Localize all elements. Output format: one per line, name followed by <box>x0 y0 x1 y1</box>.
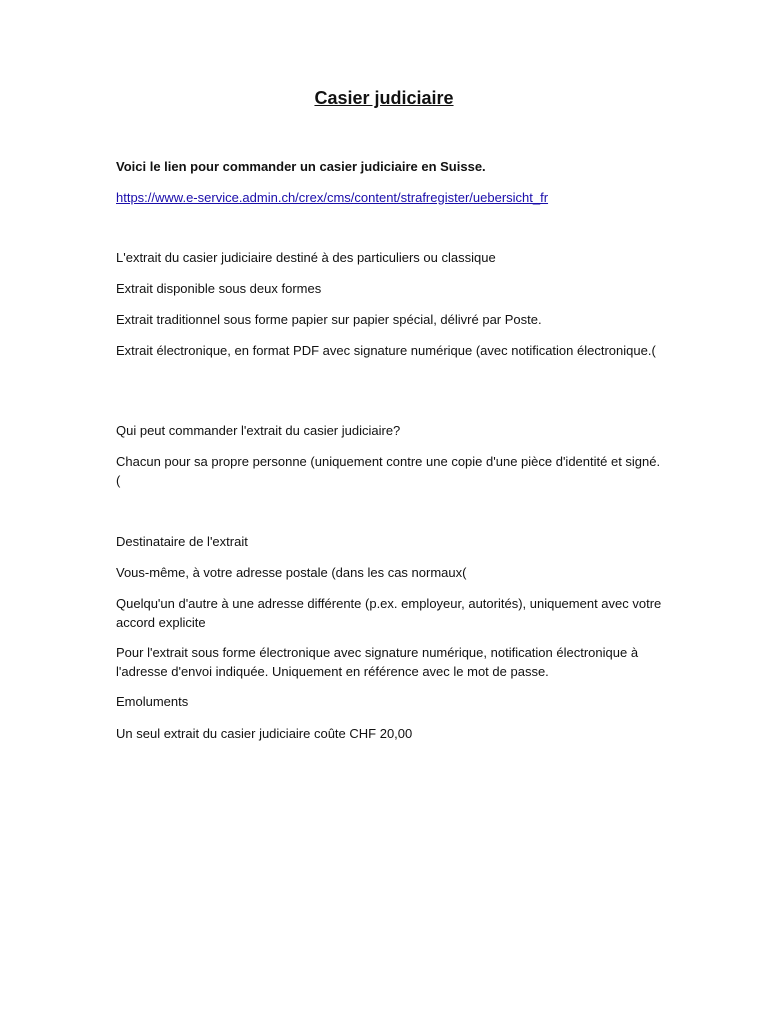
paragraph-extract-type: L'extrait du casier judiciaire destiné à des particuliers ou classique <box>116 250 496 265</box>
order-link[interactable]: https://www.e-service.admin.ch/crex/cms/content/strafregister/uebersicht_fr <box>116 190 549 205</box>
paragraph-paper-form: Extrait traditionnel sous forme papier sur papier spécial, délivré par Poste. <box>116 312 542 327</box>
paragraph-fee-amount: Un seul extrait du casier judiciaire coûte CHF 20,00 <box>116 726 413 741</box>
paragraph-who-can-order: Qui peut commander l'extrait du casier judiciaire? <box>116 423 401 438</box>
paragraph-fees-heading: Emoluments <box>116 694 189 709</box>
paragraph-recipient-self: Vous-même, à votre adresse postale (dans les cas normaux( <box>116 565 467 580</box>
paragraph-each-person: Chacun pour sa propre personne (uniquement contre une copie d'une pièce d'identité et signé.( <box>116 454 661 488</box>
paragraph-two-forms: Extrait disponible sous deux formes <box>116 281 322 296</box>
paragraph-electronic-notification: Pour l'extrait sous forme électronique avec signature numérique, notification électronique à l'adresse d'envoi indiquée. Uniquement en référence avec le mot de passe. <box>116 645 639 679</box>
paragraph-recipient-other: Quelqu'un d'autre à une adresse différente (p.ex. employeur, autorités), uniquement avec votre accord explicite <box>116 596 662 630</box>
document-body <box>116 86 664 741</box>
paragraph-electronic-form: Extrait électronique, en format PDF avec signature numérique (avec notification électronique.( <box>116 343 656 358</box>
intro-text: Voici le lien pour commander un casier judiciaire en Suisse. <box>116 159 486 174</box>
document-title: Casier judiciaire <box>314 88 454 108</box>
paragraph-recipient-heading: Destinataire de l'extrait <box>116 534 248 549</box>
